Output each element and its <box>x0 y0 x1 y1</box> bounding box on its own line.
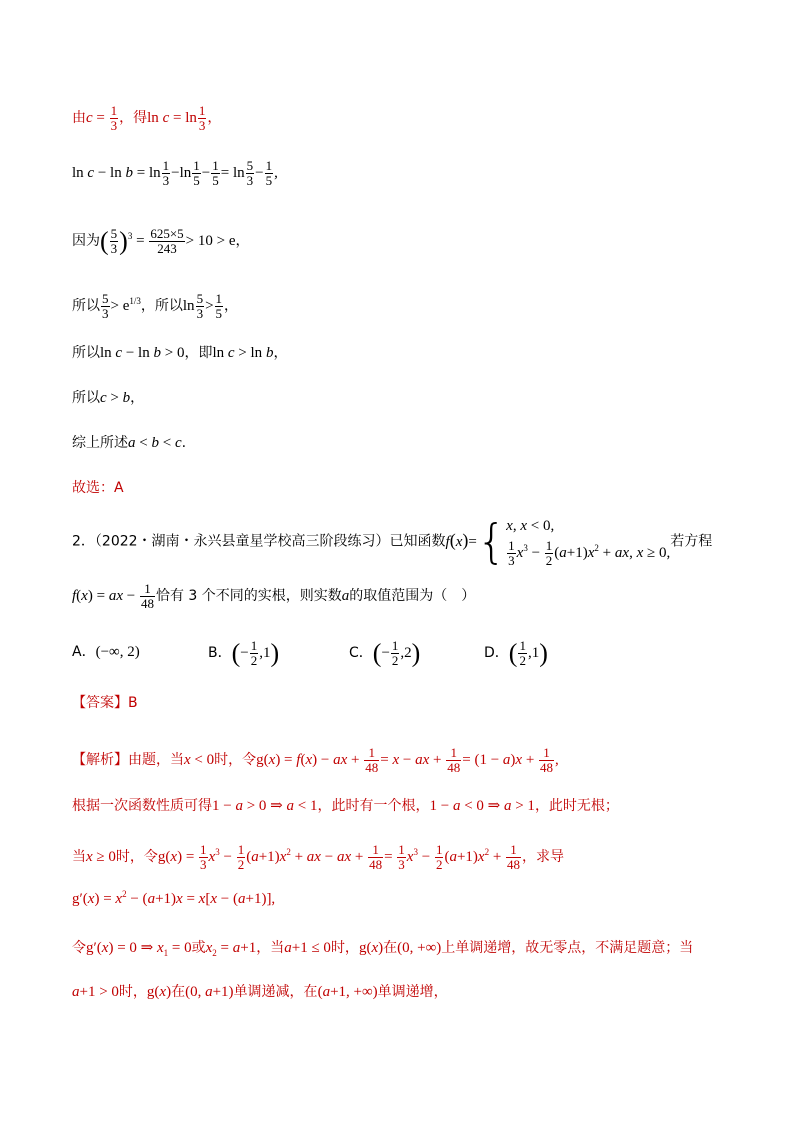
text: 所以 <box>72 390 100 406</box>
text: 时， <box>330 940 359 956</box>
text: ， <box>235 233 250 249</box>
text: ， <box>207 109 222 126</box>
text: ，得 <box>119 109 148 126</box>
option-label: A． <box>72 644 96 660</box>
analysis-line-4: $g'(x) = x^2 - (a+1)x = x[x - (a+1)]$, <box>72 889 276 907</box>
text: 时， <box>118 984 147 1000</box>
text: 令 <box>72 940 86 956</box>
text: 所以 <box>72 298 100 314</box>
text: ，求导 <box>522 849 565 865</box>
question-source: 2．（2022・湖南・永兴县童星学校高三阶段练习）已知函数 <box>72 533 446 550</box>
text: 在 <box>383 940 398 956</box>
solution-line-7: 综上所述a < b < c. <box>72 435 187 451</box>
answer-value: B <box>128 695 138 711</box>
analysis-line-5: 令g′(x) = 0 ⇒ $x_1 = 0$或$x_2 = a+1$，当a+1 ≤ 0时，g(x)在(0, +∞)上单调递增，故无零点，不满足题意；当 <box>72 940 694 958</box>
text: 在 <box>171 984 186 1000</box>
text: 所以 <box>72 345 100 361</box>
solution-line-2: ln c − ln b = ln $\frac{1}{3}$ −ln $\frac{1}{5}$ − $\frac{1}{5}$ = ln $\frac{5}{3}$ − $\frac{1}{5}$ , <box>72 158 278 188</box>
text: 恰有 3 个不同的实根，则实数 <box>155 587 342 604</box>
option-label: B． <box>208 644 232 661</box>
text: ，此时有一个根， <box>317 798 430 814</box>
text: ，当 <box>256 940 285 956</box>
solution-line-4: 所以 $\frac{5}{3}$ > $e^{1/3}$，所以ln $\frac{5}{3}$ > $\frac{1}{5}$ ， <box>72 291 239 322</box>
piecewise-brace: { <box>476 514 507 569</box>
result-line: 故选：A <box>72 480 124 496</box>
option-a[interactable]: A．(−∞, 2) <box>72 644 140 660</box>
option-label: C． <box>349 644 373 661</box>
text: 因为 <box>72 233 100 249</box>
text: 的取值范围为（ ） <box>349 587 476 604</box>
text: 上单调递增，故无零点，不满足题意；当 <box>441 940 694 956</box>
options-row <box>72 638 734 668</box>
text: ， <box>130 390 145 406</box>
text: 或 <box>191 940 206 956</box>
text: 时，令 <box>214 751 257 768</box>
text: 单调递增， <box>377 984 448 1000</box>
text: 由 <box>72 109 86 126</box>
solution-line-3: 因为( $\frac{5}{3}$ )$^3$ = $\frac{625\times 5}{243}$ > 10 > e， <box>72 226 250 257</box>
solution-line-6: 所以c > b， <box>72 390 145 406</box>
text: 根据一次函数性质可得 <box>72 798 212 814</box>
text: 综上所述 <box>72 435 128 451</box>
option-c[interactable]: C．(− $\frac{1}{2}$ ,2) <box>349 638 421 668</box>
analysis-line-6: a+1 > 0时，g(x)在(0, a+1)单调递减，在(a+1, +∞)单调递增， <box>72 984 448 1000</box>
text: . <box>181 435 187 451</box>
analysis-line-3: 当x ≥ 0时，令g(x) = $\frac{1}{3}$ $x^3$ − $\frac{1}{2}$ $(a+1)x^2$ + ax − ax + $\frac{1}{48}$ = $\frac{1}{3}$ $x^3$ − $\frac{1}{2}$ $(a+1)x^2$ + $\frac{1}{48}$ ，求导 <box>72 842 565 873</box>
option-b[interactable]: B．(− $\frac{1}{2}$ ,1) <box>208 638 280 668</box>
text: ，所以 <box>140 298 183 314</box>
text: 当 <box>72 849 86 865</box>
text: 由题，当 <box>128 751 184 768</box>
text: 时，令 <box>115 849 158 865</box>
question-2-line-2: f(x) = ax − $\frac{1}{48}$ 恰有 3 个不同的实根，则实数a的取值范围为（ ） <box>72 581 476 611</box>
option-label: D． <box>484 644 509 661</box>
option-d[interactable]: D．( $\frac{1}{2}$ ,1) <box>484 638 548 668</box>
text: 单调递减，在 <box>233 984 318 1000</box>
analysis-line-2: 根据一次函数性质可得1 − a > 0 ⇒ a < 1，此时有一个根，1 − a < 0 ⇒ a > 1，此时无根； <box>72 798 619 814</box>
text: ，即 <box>184 345 213 361</box>
text: 若方程 <box>670 533 713 550</box>
text: ， <box>273 345 288 361</box>
piecewise-cases: x, x < 0, $\frac{1}{3}$ $x^3$ − $\frac{1}{2}$ $(a+1)x^2$ + ax, x ≥ 0, <box>506 518 671 569</box>
text: ，此时无根； <box>534 798 619 814</box>
solution-line-5: 所以ln c − ln b > 0，即ln c > ln b， <box>72 345 288 361</box>
answer-line <box>72 693 734 713</box>
analysis-tag: 【解析】 <box>72 751 128 768</box>
text: ， <box>224 298 239 314</box>
question-2-line-1: 2．（2022・湖南・永兴县童星学校高三阶段练习）已知函数f(x)={ x, x < 0, $\frac{1}{3}$ $x^3$ − $\frac{1}{2}$ $(a+1)x^2$ + ax, x ≥ 0, 若方程 <box>72 514 713 569</box>
answer-tag: 【答案】 <box>72 695 128 711</box>
analysis-line-1: 【解析】由题，当x < 0时，令g(x) = f(x) − ax + $\frac{1}{48}$ = x − ax + $\frac{1}{48}$ = (1 − a)x + $\frac{1}{48}$ , <box>72 745 559 775</box>
solution-line-1: 由c = $\frac{1}{3}$ ，得ln c = ln $\frac{1}{3}$ ， <box>72 103 222 133</box>
